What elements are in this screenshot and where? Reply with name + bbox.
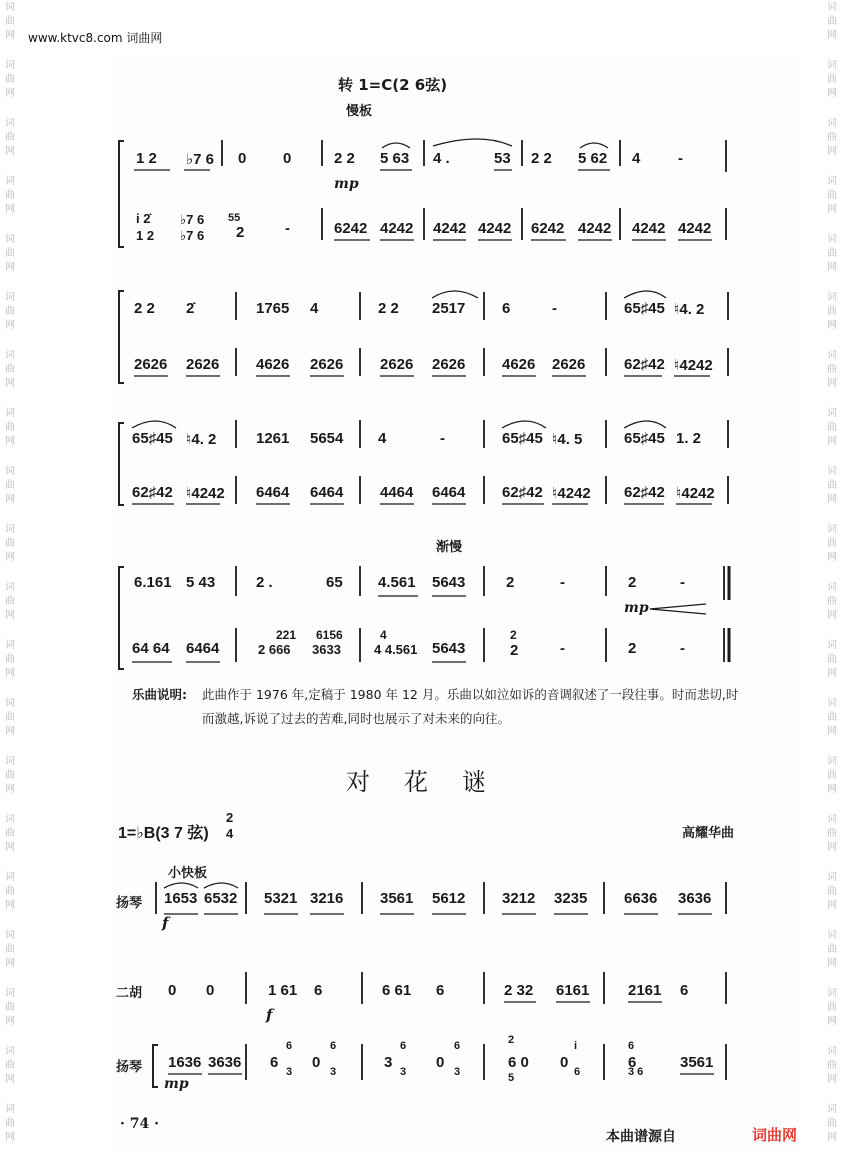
watermark-char: 词 xyxy=(827,408,837,419)
watermark-char: 曲 xyxy=(827,74,837,85)
watermark-char: 词 xyxy=(827,60,837,71)
note-group: 65♯45 xyxy=(624,430,665,447)
watermark-char: 词 xyxy=(5,2,15,13)
watermark-char: 词 xyxy=(827,176,837,187)
note-group: 5 62 xyxy=(578,150,608,167)
note-group: 2626 xyxy=(432,356,466,373)
dynamic-mark: mp xyxy=(624,600,649,616)
note-group: 4626 xyxy=(256,356,290,373)
note-group: 4 xyxy=(632,150,641,167)
watermark-char: 网 xyxy=(5,262,15,273)
watermark-char: 词 xyxy=(5,60,15,71)
note-group: 5 xyxy=(508,1072,515,1084)
note-group: 6 xyxy=(680,982,689,999)
watermark-char: 曲 xyxy=(827,132,837,143)
note-group: 2161 xyxy=(628,982,662,999)
time-signature-numerator: 2 xyxy=(226,810,234,825)
watermark-char: 词 xyxy=(827,698,837,709)
watermark-char: 词 xyxy=(827,350,837,361)
watermark-char: 曲 xyxy=(5,828,15,839)
note-group: 5654 xyxy=(310,430,344,447)
note-group: 2517 xyxy=(432,300,466,317)
watermark-char: 词 xyxy=(5,1104,15,1115)
watermark-char: 网 xyxy=(827,610,837,621)
note-group: - xyxy=(560,640,565,657)
note-group: 6636 xyxy=(624,890,658,907)
dynamic-mark: f xyxy=(162,914,169,932)
watermark-char: 曲 xyxy=(5,190,15,201)
page-number: · 74 · xyxy=(120,1116,159,1132)
note-group: 6 xyxy=(436,982,445,999)
key-signature: 1=♭B(3 7 弦) xyxy=(118,825,209,842)
note-group: 2 2 xyxy=(378,300,399,317)
watermark-char: 网 xyxy=(827,378,837,389)
watermark-char: 词 xyxy=(827,988,837,999)
watermark-char: 词 xyxy=(5,582,15,593)
note-group: 2̇ xyxy=(186,300,195,317)
note-group: 6464 xyxy=(310,484,344,501)
watermark-char: 曲 xyxy=(827,596,837,607)
watermark-char: 网 xyxy=(5,320,15,331)
note-group: 4.561 xyxy=(378,574,416,591)
tempo-marking: 慢板 xyxy=(346,104,373,119)
note-group: i 2̇ xyxy=(136,211,151,226)
watermark-char: 曲 xyxy=(827,828,837,839)
note-group: 6 xyxy=(286,1040,293,1052)
watermark-char: 词 xyxy=(5,234,15,245)
note-group: 3 xyxy=(330,1066,337,1078)
watermark-char: 曲 xyxy=(5,712,15,723)
watermark-char: 词 xyxy=(5,756,15,767)
note-group: 6242 xyxy=(531,220,565,237)
watermark-char: 曲 xyxy=(5,1118,15,1129)
watermark-char: 网 xyxy=(827,30,837,41)
note-group: 2 xyxy=(510,628,517,642)
note-group: 5 63 xyxy=(380,150,410,167)
watermark-char: 曲 xyxy=(827,364,837,375)
note-group: 6 xyxy=(314,982,323,999)
note-group: 1 2 xyxy=(136,150,157,167)
watermark-char: 网 xyxy=(5,900,15,911)
watermark-char: 曲 xyxy=(827,1118,837,1129)
note-group: 4242 xyxy=(380,220,414,237)
watermark-char: 网 xyxy=(827,726,837,737)
note-group: i xyxy=(574,1040,578,1052)
note-group: ♮4. 2 xyxy=(674,301,705,318)
note-group: 6 xyxy=(574,1066,581,1078)
watermark-char: 曲 xyxy=(5,306,15,317)
watermark-char: 网 xyxy=(827,552,837,563)
watermark-char: 词 xyxy=(827,872,837,883)
note-group: - xyxy=(440,430,445,447)
watermark-char: 词 xyxy=(5,524,15,535)
note-group: 5643 xyxy=(432,574,466,591)
note-group: 6 xyxy=(628,1054,637,1071)
description-label: 乐曲说明: xyxy=(132,687,187,702)
note-group: - xyxy=(678,150,683,167)
note-group: 3 xyxy=(286,1066,293,1078)
note-group: 62♯42 xyxy=(502,484,543,501)
note-group: 2 666 xyxy=(258,642,291,657)
watermark-char: 词 xyxy=(827,466,837,477)
watermark-char: 曲 xyxy=(5,422,15,433)
watermark-char: 词 xyxy=(5,698,15,709)
note-group: 65♯45 xyxy=(502,430,543,447)
watermark-char: 词 xyxy=(827,930,837,941)
note-group: 2626 xyxy=(310,356,344,373)
watermark-char: 曲 xyxy=(827,190,837,201)
watermark-char: 网 xyxy=(5,204,15,215)
watermark-char: 词 xyxy=(5,930,15,941)
note-group: 5643 xyxy=(432,640,466,657)
note-group: ♮4242 xyxy=(552,485,591,502)
watermark-char: 曲 xyxy=(827,306,837,317)
note-group: 62♯42 xyxy=(624,484,665,501)
part-label: 扬琴 xyxy=(116,1060,143,1075)
note-group: 0 xyxy=(436,1054,445,1071)
watermark-char: 网 xyxy=(827,1016,837,1027)
watermark-char: 曲 xyxy=(827,248,837,259)
watermark-char: 曲 xyxy=(5,132,15,143)
note-group: 55 xyxy=(228,212,241,224)
note-group: 0 xyxy=(560,1054,569,1071)
piece-title: 对花谜 xyxy=(346,768,520,796)
note-group: - xyxy=(680,574,685,591)
dynamic-mark: mp xyxy=(334,176,359,192)
part-label: 二胡 xyxy=(116,986,143,1001)
watermark-char: 网 xyxy=(5,958,15,969)
watermark-char: 曲 xyxy=(827,538,837,549)
watermark-char: 网 xyxy=(827,842,837,853)
dynamic-mark: f xyxy=(266,1006,273,1024)
note-group: 4626 xyxy=(502,356,536,373)
watermark-char: 曲 xyxy=(5,944,15,955)
watermark-char: 词 xyxy=(827,756,837,767)
description-line: 而激越,诉说了过去的苦难,同时也展示了对未来的向往。 xyxy=(202,711,510,726)
note-group: 5 43 xyxy=(186,574,216,591)
note-group: 4242 xyxy=(678,220,712,237)
watermark-char: 词 xyxy=(827,234,837,245)
note-group: 6532 xyxy=(204,890,238,907)
note-group: - xyxy=(560,574,565,591)
watermark-char: 词 xyxy=(5,292,15,303)
note-group: 3561 xyxy=(380,890,414,907)
watermark-char: 网 xyxy=(827,1074,837,1085)
watermark-char: 网 xyxy=(5,726,15,737)
watermark-char: 网 xyxy=(5,494,15,505)
watermark-char: 词 xyxy=(827,582,837,593)
note-group: 1261 xyxy=(256,430,290,447)
footer-brand-link[interactable]: 词曲网 xyxy=(752,1126,798,1144)
watermark-char: 曲 xyxy=(827,654,837,665)
note-group: 6 xyxy=(270,1054,279,1071)
note-group: 6 xyxy=(628,1040,635,1052)
note-group: 2626 xyxy=(134,356,168,373)
watermark-char: 网 xyxy=(5,1016,15,1027)
note-group: 6 0 xyxy=(508,1054,529,1071)
note-group: 53 xyxy=(494,150,511,167)
watermark-char: 词 xyxy=(827,292,837,303)
note-group: 5612 xyxy=(432,890,466,907)
time-signature-denominator: 4 xyxy=(226,826,234,841)
note-group: 2 . xyxy=(256,574,273,591)
note-group: 1. 2 xyxy=(676,430,702,447)
watermark-char: 网 xyxy=(827,958,837,969)
note-group: 4 xyxy=(310,300,319,317)
note-group: 3636 xyxy=(208,1054,242,1071)
note-group: ♭7 6 xyxy=(186,151,214,168)
watermark-char: 词 xyxy=(827,2,837,13)
note-group: 4 xyxy=(380,628,387,642)
note-group: 4242 xyxy=(433,220,467,237)
watermark-char: 词 xyxy=(827,1104,837,1115)
watermark-char: 词 xyxy=(5,408,15,419)
watermark-char: 词 xyxy=(5,350,15,361)
note-group: 2 xyxy=(236,224,245,241)
dynamic-mark: mp xyxy=(164,1076,189,1092)
watermark-char: 词 xyxy=(5,872,15,883)
watermark-char: 词 xyxy=(827,640,837,651)
watermark-char: 网 xyxy=(5,552,15,563)
note-group: 6156 xyxy=(316,628,343,642)
note-group: 2 32 xyxy=(504,982,534,999)
watermark-char: 曲 xyxy=(5,1002,15,1013)
site-url: www.ktvc8.com 词曲网 xyxy=(28,31,163,45)
watermark-char: 网 xyxy=(827,436,837,447)
watermark-char: 网 xyxy=(827,668,837,679)
watermark-char: 曲 xyxy=(5,770,15,781)
note-group: 6464 xyxy=(256,484,290,501)
note-group: ♮4. 5 xyxy=(552,431,583,448)
watermark-char: 网 xyxy=(5,784,15,795)
note-group: 3212 xyxy=(502,890,536,907)
watermark-char: 词 xyxy=(827,118,837,129)
note-group: 5321 xyxy=(264,890,298,907)
note-group: - xyxy=(680,640,685,657)
watermark-char: 曲 xyxy=(5,886,15,897)
note-group: ♮4242 xyxy=(186,485,225,502)
note-group: 4 xyxy=(378,430,387,447)
note-group: 4242 xyxy=(578,220,612,237)
watermark-char: 曲 xyxy=(827,480,837,491)
part-label: 扬琴 xyxy=(116,896,143,911)
note-group: 2 2 xyxy=(134,300,155,317)
watermark-char: 网 xyxy=(5,378,15,389)
watermark-char: 曲 xyxy=(827,770,837,781)
watermark-char: 网 xyxy=(827,204,837,215)
watermark-char: 词 xyxy=(827,1046,837,1057)
watermark-char: 曲 xyxy=(5,654,15,665)
note-group: 4242 xyxy=(632,220,666,237)
description-line: 此曲作于 1976 年,定稿于 1980 年 12 月。乐曲以如泣如诉的音调叙述了一段往事。时而悲切,时 xyxy=(202,687,739,702)
note-group: 0 xyxy=(206,982,215,999)
watermark-char: 网 xyxy=(5,842,15,853)
tempo-marking: 渐慢 xyxy=(436,540,463,555)
note-group: 1765 xyxy=(256,300,290,317)
note-group: 0 xyxy=(168,982,177,999)
note-group: 4242 xyxy=(478,220,512,237)
note-group: 1 61 xyxy=(268,982,298,999)
watermark-char: 曲 xyxy=(827,886,837,897)
watermark-char: 网 xyxy=(827,88,837,99)
watermark-char: 曲 xyxy=(5,1060,15,1071)
note-group: 2 xyxy=(510,642,519,659)
watermark-char: 曲 xyxy=(5,16,15,27)
note-group: 6.161 xyxy=(134,574,172,591)
watermark-char: 网 xyxy=(5,610,15,621)
note-group: 6 xyxy=(330,1040,337,1052)
note-group: 4 . xyxy=(433,150,450,167)
watermark-char: 词 xyxy=(827,524,837,535)
note-group: 221 xyxy=(276,628,297,642)
note-group: 3216 xyxy=(310,890,344,907)
note-group: 6161 xyxy=(556,982,590,999)
note-group: ♭7 6 xyxy=(180,212,205,227)
note-group: 3 xyxy=(384,1054,393,1071)
tempo-marking: 小快板 xyxy=(168,866,208,881)
watermark-char: 曲 xyxy=(5,74,15,85)
watermark-char: 网 xyxy=(5,146,15,157)
watermark-char: 网 xyxy=(5,1132,15,1143)
note-group: 0 xyxy=(312,1054,321,1071)
watermark-char: 网 xyxy=(5,30,15,41)
note-group: 2626 xyxy=(380,356,414,373)
note-group: 3 xyxy=(400,1066,407,1078)
watermark-char: 曲 xyxy=(5,538,15,549)
watermark-char: 网 xyxy=(827,320,837,331)
watermark-char: 网 xyxy=(5,1074,15,1085)
note-group: 2 xyxy=(628,640,637,657)
watermark-char: 词 xyxy=(5,640,15,651)
note-group: 3 6 xyxy=(628,1066,644,1078)
watermark-char: 曲 xyxy=(5,596,15,607)
note-group: 6 xyxy=(400,1040,407,1052)
note-group: 3 xyxy=(454,1066,461,1078)
watermark-char: 网 xyxy=(827,146,837,157)
watermark-char: 曲 xyxy=(5,480,15,491)
watermark-char: 网 xyxy=(827,784,837,795)
note-group: 6 xyxy=(502,300,511,317)
note-group: 3633 xyxy=(312,642,341,657)
watermark-char: 曲 xyxy=(827,422,837,433)
note-group: ♮4242 xyxy=(674,357,713,374)
note-group: 62♯42 xyxy=(624,356,665,373)
note-group: 65♯45 xyxy=(132,430,173,447)
note-group: 6 xyxy=(454,1040,461,1052)
watermark-char: 网 xyxy=(827,1132,837,1143)
note-group: 4464 xyxy=(380,484,414,501)
note-group: 6464 xyxy=(186,640,220,657)
note-group: 6242 xyxy=(334,220,368,237)
note-group: - xyxy=(285,220,290,237)
note-group: 6464 xyxy=(432,484,466,501)
note-group: 0 xyxy=(238,150,247,167)
note-group: ♭7 6 xyxy=(180,228,205,243)
composer: 高耀华曲 xyxy=(682,826,735,841)
watermark-char: 词 xyxy=(5,1046,15,1057)
note-group: 65 xyxy=(326,574,343,591)
watermark-char: 词 xyxy=(5,118,15,129)
note-group: 62♯42 xyxy=(132,484,173,501)
watermark-char: 曲 xyxy=(827,1002,837,1013)
watermark-char: 网 xyxy=(5,436,15,447)
watermark-char: 网 xyxy=(5,88,15,99)
note-group: 64 64 xyxy=(132,640,170,657)
watermark-char: 词 xyxy=(5,176,15,187)
note-group: ♮4. 2 xyxy=(186,431,217,448)
watermark-char: 曲 xyxy=(827,712,837,723)
note-group: 3636 xyxy=(678,890,712,907)
note-group: 2626 xyxy=(186,356,220,373)
watermark-char: 网 xyxy=(827,900,837,911)
key-change: 转 1=C(2 6弦) xyxy=(338,76,448,94)
note-group: 2 2 xyxy=(334,150,355,167)
note-group: 3561 xyxy=(680,1054,714,1071)
note-group: 1 2 xyxy=(136,228,155,243)
watermark-char: 网 xyxy=(5,668,15,679)
note-group: 2 xyxy=(506,574,515,591)
watermark-char: 曲 xyxy=(5,364,15,375)
note-group: 2 xyxy=(508,1034,515,1046)
watermark-char: 曲 xyxy=(827,16,837,27)
note-group: 1653 xyxy=(164,890,198,907)
note-group: 3235 xyxy=(554,890,588,907)
footer-source-text: 本曲谱源自 xyxy=(606,1129,676,1145)
note-group: 65♯45 xyxy=(624,300,665,317)
watermark-char: 词 xyxy=(827,814,837,825)
note-group: ♮4242 xyxy=(676,485,715,502)
watermark-char: 词 xyxy=(5,814,15,825)
note-group: - xyxy=(552,300,557,317)
note-group: 2 2 xyxy=(531,150,552,167)
note-group: 2 xyxy=(628,574,637,591)
watermark-char: 曲 xyxy=(827,1060,837,1071)
note-group: 6 61 xyxy=(382,982,412,999)
note-group: 1636 xyxy=(168,1054,202,1071)
note-group: 4 4.561 xyxy=(374,642,418,657)
watermark-char: 词 xyxy=(5,466,15,477)
watermark-char: 网 xyxy=(827,494,837,505)
watermark-char: 词 xyxy=(5,988,15,999)
watermark-char: 网 xyxy=(827,262,837,273)
watermark-char: 曲 xyxy=(5,248,15,259)
note-group: 0 xyxy=(283,150,292,167)
note-group: 2626 xyxy=(552,356,586,373)
watermark-char: 曲 xyxy=(827,944,837,955)
